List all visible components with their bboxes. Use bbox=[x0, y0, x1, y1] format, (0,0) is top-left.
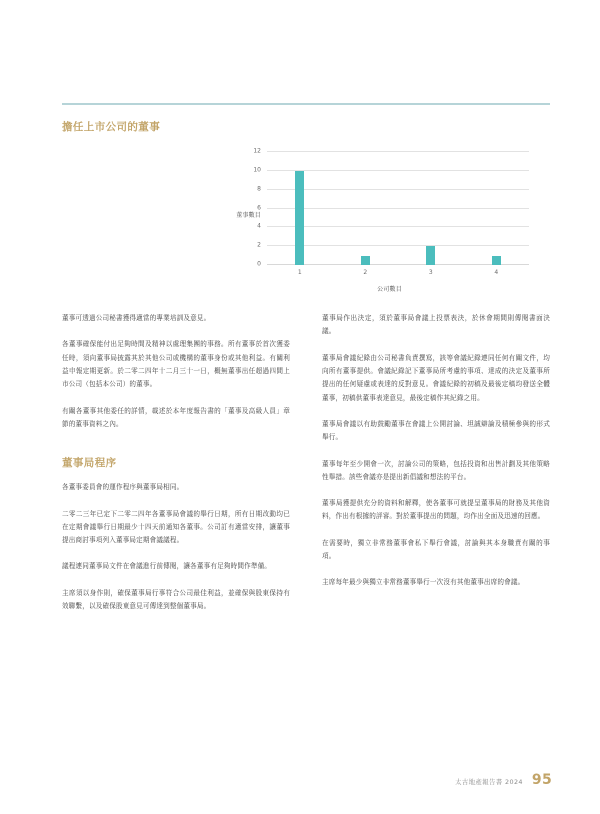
section-heading-board-procedures: 董事局程序 bbox=[62, 457, 117, 470]
footer-page-number: 95 bbox=[531, 772, 552, 788]
paragraph: 各董事委員會的運作程序與董事局相同。 bbox=[62, 483, 184, 492]
chart-y-tick-label: 0 bbox=[257, 260, 261, 268]
paragraph: 有關各董事其他委任的詳情，載述於本年度報告書的「董事及高級人員」章節的董事資料之內。 bbox=[62, 406, 290, 428]
chart-y-tick-label: 8 bbox=[257, 185, 261, 193]
paragraph: 主席須以身作則，確保董事局行事符合公司最佳利益，並確保與股東保持有效聯繫，以及確保股東意見可傳達到整個董事局。 bbox=[62, 588, 290, 611]
chart-bar-slot bbox=[267, 152, 333, 276]
chart-y-tick-label: 6 bbox=[257, 204, 261, 211]
chart-y-tick-label: 10 bbox=[253, 166, 261, 174]
chart-bar-slot bbox=[398, 152, 464, 276]
page-footer bbox=[455, 772, 552, 788]
paragraph: 在需要時，獨立非常務董事會私下舉行會議，討論與其本身職責有關的事項。 bbox=[322, 538, 550, 561]
body-column-left bbox=[62, 312, 290, 613]
page-title: 擔任上市公司的董事 bbox=[62, 121, 161, 133]
chart-bar bbox=[295, 171, 304, 265]
body-column-right bbox=[322, 312, 550, 590]
paragraph: 各董事確保能付出足夠時間及精神以處理集團的事務。所有董事於首次獲委任時，須向董事局披露其於其他公司或機構的董事身份或其他利益。有關利益申報定期更新。於二零二四年十二月三十一日，概無董事出任超過四間上市公司（包括本公司）的董事。 bbox=[62, 340, 290, 389]
chart-y-tick-label: 4 bbox=[257, 222, 261, 230]
chart-x-tick-label: 1 bbox=[297, 269, 302, 276]
chart-bar bbox=[426, 246, 435, 265]
chart-y-axis-label: 董事數目 bbox=[236, 212, 261, 219]
paragraph: 董事可透過公司秘書獲得適當的專業培訓及意見。 bbox=[62, 314, 211, 322]
chart-x-tick-label: 3 bbox=[428, 269, 433, 276]
footer-report-title: 太古地產報告書 2024 bbox=[455, 778, 523, 786]
chart-x-axis-label: 公司數目 bbox=[377, 286, 402, 293]
chart-bar bbox=[361, 256, 370, 265]
chart-x-tick-label: 4 bbox=[494, 269, 499, 276]
chart-x-tick-label: 2 bbox=[363, 269, 368, 276]
chart-bar-slot bbox=[333, 152, 399, 276]
paragraph: 董事局會議紀錄由公司秘書負責撰寫，該等會議紀錄連同任何有關文件，均向所有董事提供。會議紀錄記下董事局所考慮的事項、達成的決定及董事所提出的任何疑慮或表達的反對意見。會議紀錄的初稿及最後定稿均發送全體董事，初稿供董事表達意見，最後定稿作其紀錄之用。 bbox=[322, 353, 550, 402]
chart-plot-area bbox=[253, 147, 529, 276]
paragraph: 董事局作出決定，須於董事局會議上投票表決，於休會期間則傳閱書面決議。 bbox=[322, 314, 550, 336]
paragraph: 董事局會議以有助鼓勵董事在會議上公開討論、坦誠辯論及積極參與的形式舉行。 bbox=[322, 419, 550, 442]
chart-y-tick-label: 2 bbox=[257, 241, 261, 249]
paragraph: 董事每年至少開會一次，討論公司的策略，包括投資和出售計劃及其他策略性舉措。該些會議亦是提出新倡議和想法的平台。 bbox=[322, 459, 550, 481]
chart-bars bbox=[267, 152, 529, 276]
directorships-bar-chart bbox=[215, 148, 535, 293]
paragraph: 主席每年最少與獨立非常務董事舉行一次沒有其他董事出席的會議。 bbox=[322, 578, 525, 587]
header-divider-rule bbox=[62, 103, 550, 105]
paragraph: 二零二三年已定下二零二四年各董事局會議的舉行日期，所有日期改動均已在定期會議舉行日期最少十四天前通知各董事。公司訂有適當安排，讓董事提出商討事項列入董事局定期會議議程。 bbox=[62, 509, 290, 545]
paragraph: 董事局獲提供充分的資料和解釋，使各董事可就提呈董事局的財務及其他資料，作出有根據的評審。對於董事提出的問題，均作出全面及迅速的回應。 bbox=[322, 499, 550, 521]
chart-bar bbox=[492, 256, 501, 265]
chart-bar-slot bbox=[464, 152, 530, 276]
chart-y-tick-label: 12 bbox=[253, 147, 261, 155]
paragraph: 議程連同董事局文件在會議進行前傳閱，讓各董事有足夠時間作準備。 bbox=[62, 562, 272, 571]
